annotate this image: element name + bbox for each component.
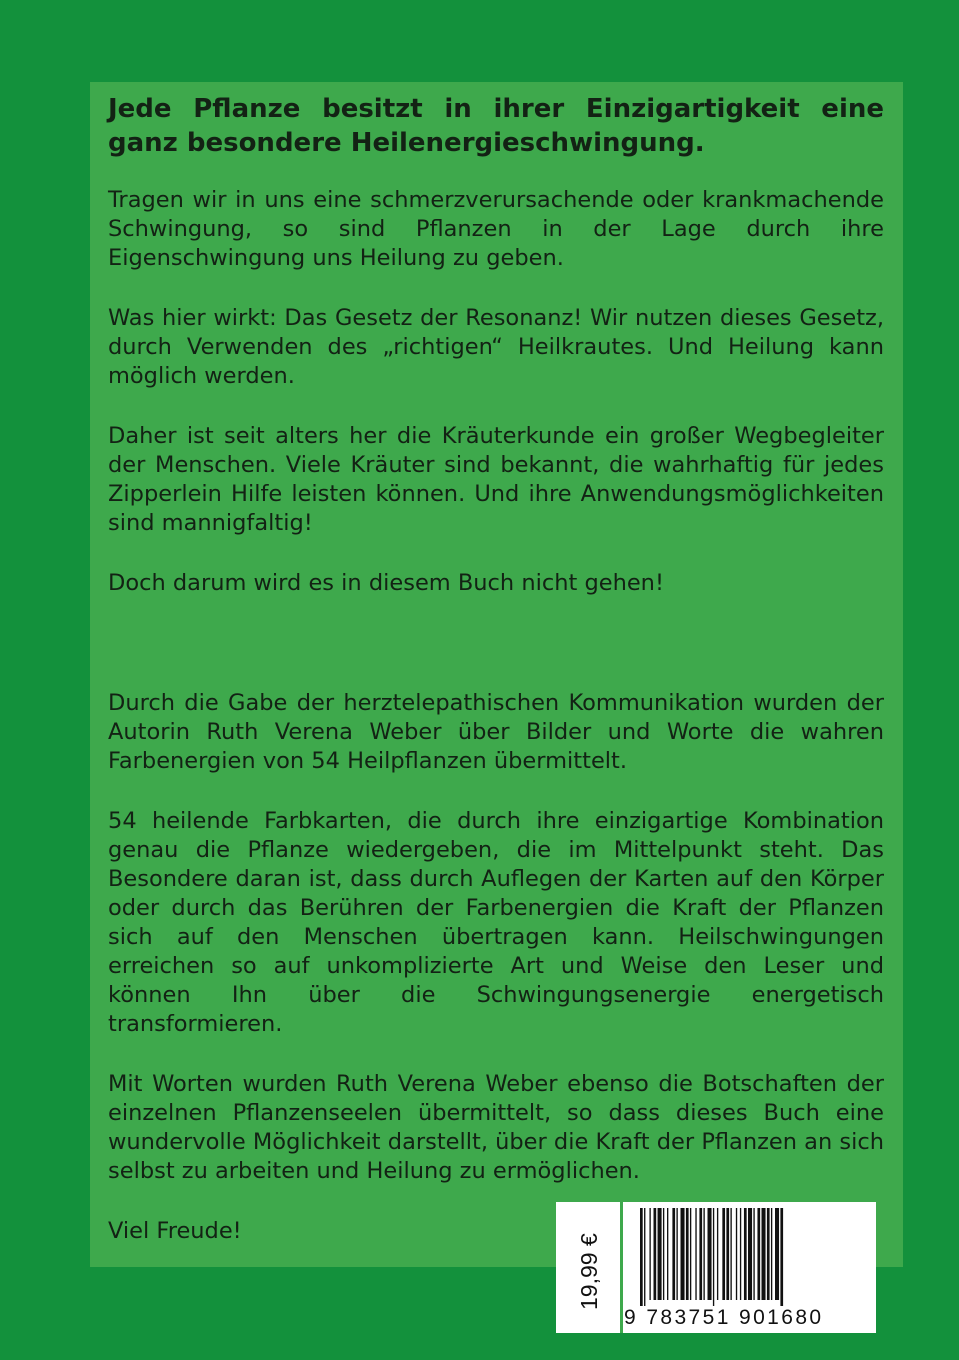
paragraph-3: Daher ist seit alters her die Kräuterkunde ein großer Wegbegleiter der Menschen. Viele Kräuter sind bekannt, die wahrhaftig für jedes Zipperlein Hilfe leisten können. Und ihre Anwendungsmöglichkeiten sind mannigfaltig! xyxy=(108,423,884,536)
barcode-bar xyxy=(771,1208,772,1300)
barcode-bar xyxy=(744,1208,747,1300)
paragraph-1: Tragen wir in uns eine schmerzverursachende oder krankmachende Schwingung, so sind Pflanzen in der Lage durch ihre Eigenschwingung uns Heilung zu geben. xyxy=(108,187,884,271)
barcode-bar xyxy=(775,1208,779,1300)
isbn-number: 9 783751 901680 xyxy=(624,1306,824,1329)
barcode-bar xyxy=(676,1208,677,1300)
barcode-bar xyxy=(644,1208,645,1306)
barcode-bar xyxy=(740,1208,741,1300)
barcode-bar xyxy=(726,1208,729,1300)
isbn-barcode xyxy=(640,1208,866,1306)
barcode-bar xyxy=(717,1208,718,1300)
closing-line: Viel Freude! xyxy=(108,1218,242,1244)
barcode-bar xyxy=(663,1208,664,1300)
barcode-bar xyxy=(681,1208,685,1300)
barcode-bar xyxy=(667,1208,668,1300)
barcode-bar xyxy=(640,1208,643,1306)
paragraph-7: Mit Worten wurden Ruth Verena Weber ebenso die Botschaften der einzelnen Pflanzenseelen übermittelt, so dass dieses Buch eine wundervolle Möglichkeit darstellt, über die Kraft der Pflanzen an sich selbst zu arbeiten und Heilung zu ermöglichen. xyxy=(108,1071,884,1184)
barcode-bar xyxy=(780,1208,783,1306)
paragraph-4: Doch darum wird es in diesem Buch nicht gehen! xyxy=(108,570,664,596)
barcode-bar xyxy=(753,1208,754,1300)
blurb-text xyxy=(108,92,884,1246)
barcode-bar xyxy=(699,1208,702,1300)
paragraph-2: Was hier wirkt: Das Gesetz der Resonanz! Wir nutzen dieses Gesetz, durch Verwenden des „richtigen“ Heilkrautes. Und Heilung kann möglich werden. xyxy=(108,305,884,389)
barcode-bar xyxy=(703,1208,704,1300)
barcode-bar xyxy=(649,1208,650,1300)
barcode-bar xyxy=(757,1208,760,1300)
headline: Jede Pflanze besitzt in ihrer Einzigartigkeit eine ganz besondere Heilenergieschwingung. xyxy=(108,94,884,158)
barcode-bar xyxy=(690,1208,691,1300)
barcode-bar xyxy=(654,1208,657,1300)
barcode-bar xyxy=(767,1208,770,1300)
paragraph-5: Durch die Gabe der herztelepathischen Kommunikation wurden der Autorin Ruth Verena Weber über Bilder und Worte die wahren Farbenergien von 54 Heilpflanzen übermittelt. xyxy=(108,690,884,774)
barcode-bar xyxy=(686,1208,689,1300)
barcode-bar xyxy=(658,1208,662,1300)
barcode-bar xyxy=(722,1208,725,1300)
barcode-label xyxy=(556,1202,876,1333)
barcode-bar xyxy=(748,1208,752,1300)
barcode-bar xyxy=(762,1208,766,1300)
barcode-bar xyxy=(672,1208,675,1300)
label-divider xyxy=(620,1202,623,1333)
barcode-bar xyxy=(695,1208,696,1300)
barcode-bar xyxy=(730,1208,731,1300)
barcode-bar xyxy=(708,1208,712,1300)
barcode-bar xyxy=(713,1208,714,1306)
price-label: 19,99 € xyxy=(576,1233,602,1310)
paragraph-6: 54 heilende Farbkarten, die durch ihre einzigartige Kombination genau die Pflanze wiedergeben, die im Mittelpunkt steht. Das Besondere daran ist, dass durch Auflegen der Karten auf den Körper oder durch das Berühren der Farbenergien die Kraft der Pflanzen sich auf den Menschen übertragen kann. Heilschwingungen erreichen so auf unkomplizierte Art und Weise den Leser und können Ihn über die Schwingungsenergie energetisch transformieren. xyxy=(108,808,884,1037)
barcode-bar xyxy=(736,1208,737,1300)
